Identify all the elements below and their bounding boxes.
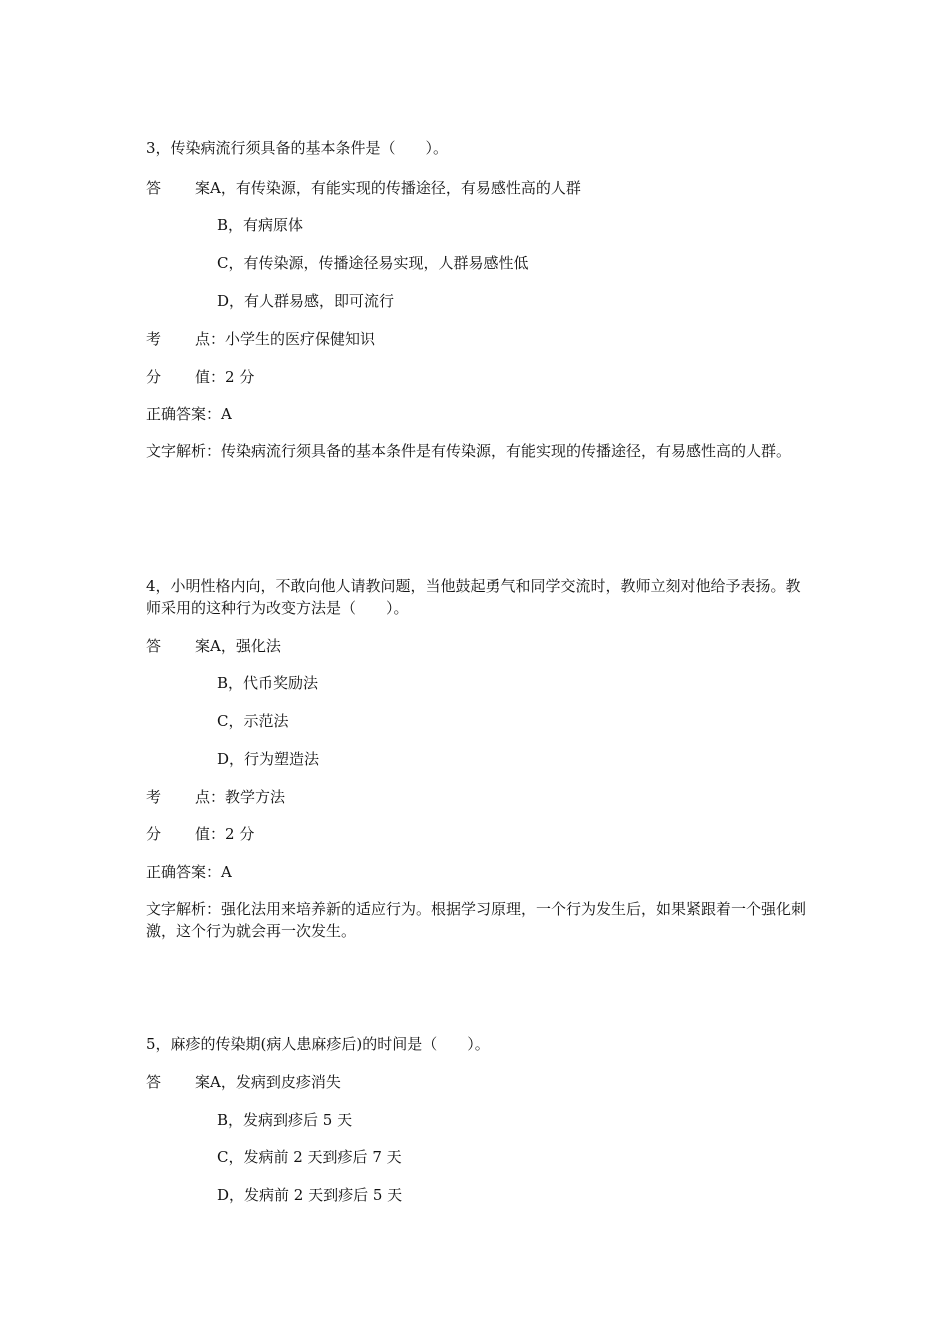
option-a: A，有传染源，有能实现的传播途径，有易感性高的人群 (210, 179, 581, 197)
answer-option-a-row (146, 178, 581, 198)
option-a: A，强化法 (210, 637, 281, 655)
answer-label-2: 案 (195, 637, 211, 655)
answer-label: 答 (146, 637, 162, 655)
analysis-label: 文字解析： (146, 900, 222, 918)
analysis-row (146, 898, 814, 942)
answer-label-2: 案 (195, 1073, 211, 1091)
topic-label: 考 (146, 788, 162, 806)
option-a: A，发病到皮疹消失 (210, 1073, 341, 1091)
score-label: 分 (146, 368, 162, 386)
question-stem: 4，小明性格内向，不敢向他人请教问题，当他鼓起勇气和同学交流时，教师立刻对他给予表扬。教师采用的这种行为改变方法是（ ）。 (146, 577, 801, 617)
score-label-2: 值： (195, 825, 226, 843)
topic-value: 教学方法 (225, 788, 286, 806)
option-c: C，发病前 2 天到疹后 7 天 (217, 1148, 402, 1166)
question-stem: 3，传染病流行须具备的基本条件是（ ）。 (146, 139, 449, 157)
analysis-text: 强化法用来培养新的适应行为。根据学习原理，一个行为发生后，如果紧跟着一个强化刺激，这个行为就会再一次发生。 (146, 900, 807, 940)
topic-label-2: 点： (195, 788, 226, 806)
answer-option-a-row (146, 636, 281, 656)
option-c: C，有传染源，传播途径易实现，人群易感性低 (217, 254, 529, 272)
answer-label: 答 (146, 179, 162, 197)
analysis-label: 文字解析： (146, 442, 222, 460)
option-d: D，发病前 2 天到疹后 5 天 (217, 1186, 403, 1204)
option-c: C，示范法 (217, 712, 289, 730)
option-d: D，有人群易感，即可流行 (217, 292, 395, 310)
option-b: B，有病原体 (217, 216, 304, 234)
correct-answer-row (146, 862, 232, 882)
analysis-row (146, 440, 814, 462)
score-value: 2 分 (225, 368, 255, 386)
option-b: B，发病到疹后 5 天 (217, 1111, 353, 1129)
topic-row (146, 787, 285, 807)
answer-label-2: 案 (195, 179, 211, 197)
analysis-text: 传染病流行须具备的基本条件是有传染源，有能实现的传播途径，有易感性高的人群。 (221, 442, 792, 460)
topic-row (146, 329, 375, 349)
question-stem: 5，麻疹的传染期(病人患麻疹后)的时间是（ ）。 (146, 1035, 490, 1053)
score-value: 2 分 (225, 825, 255, 843)
score-label: 分 (146, 825, 162, 843)
topic-value: 小学生的医疗保健知识 (225, 330, 376, 348)
correct-answer-row (146, 404, 232, 424)
score-row (146, 367, 254, 387)
option-d: D，行为塑造法 (217, 750, 320, 768)
correct-answer-value: A (221, 405, 232, 423)
correct-answer-label: 正确答案： (146, 863, 222, 881)
topic-label-2: 点： (195, 330, 226, 348)
answer-option-a-row (146, 1072, 341, 1092)
correct-answer-value: A (221, 863, 232, 881)
option-b: B，代币奖励法 (217, 674, 319, 692)
correct-answer-label: 正确答案： (146, 405, 222, 423)
answer-label: 答 (146, 1073, 162, 1091)
topic-label: 考 (146, 330, 162, 348)
score-label-2: 值： (195, 368, 226, 386)
score-row (146, 824, 254, 844)
